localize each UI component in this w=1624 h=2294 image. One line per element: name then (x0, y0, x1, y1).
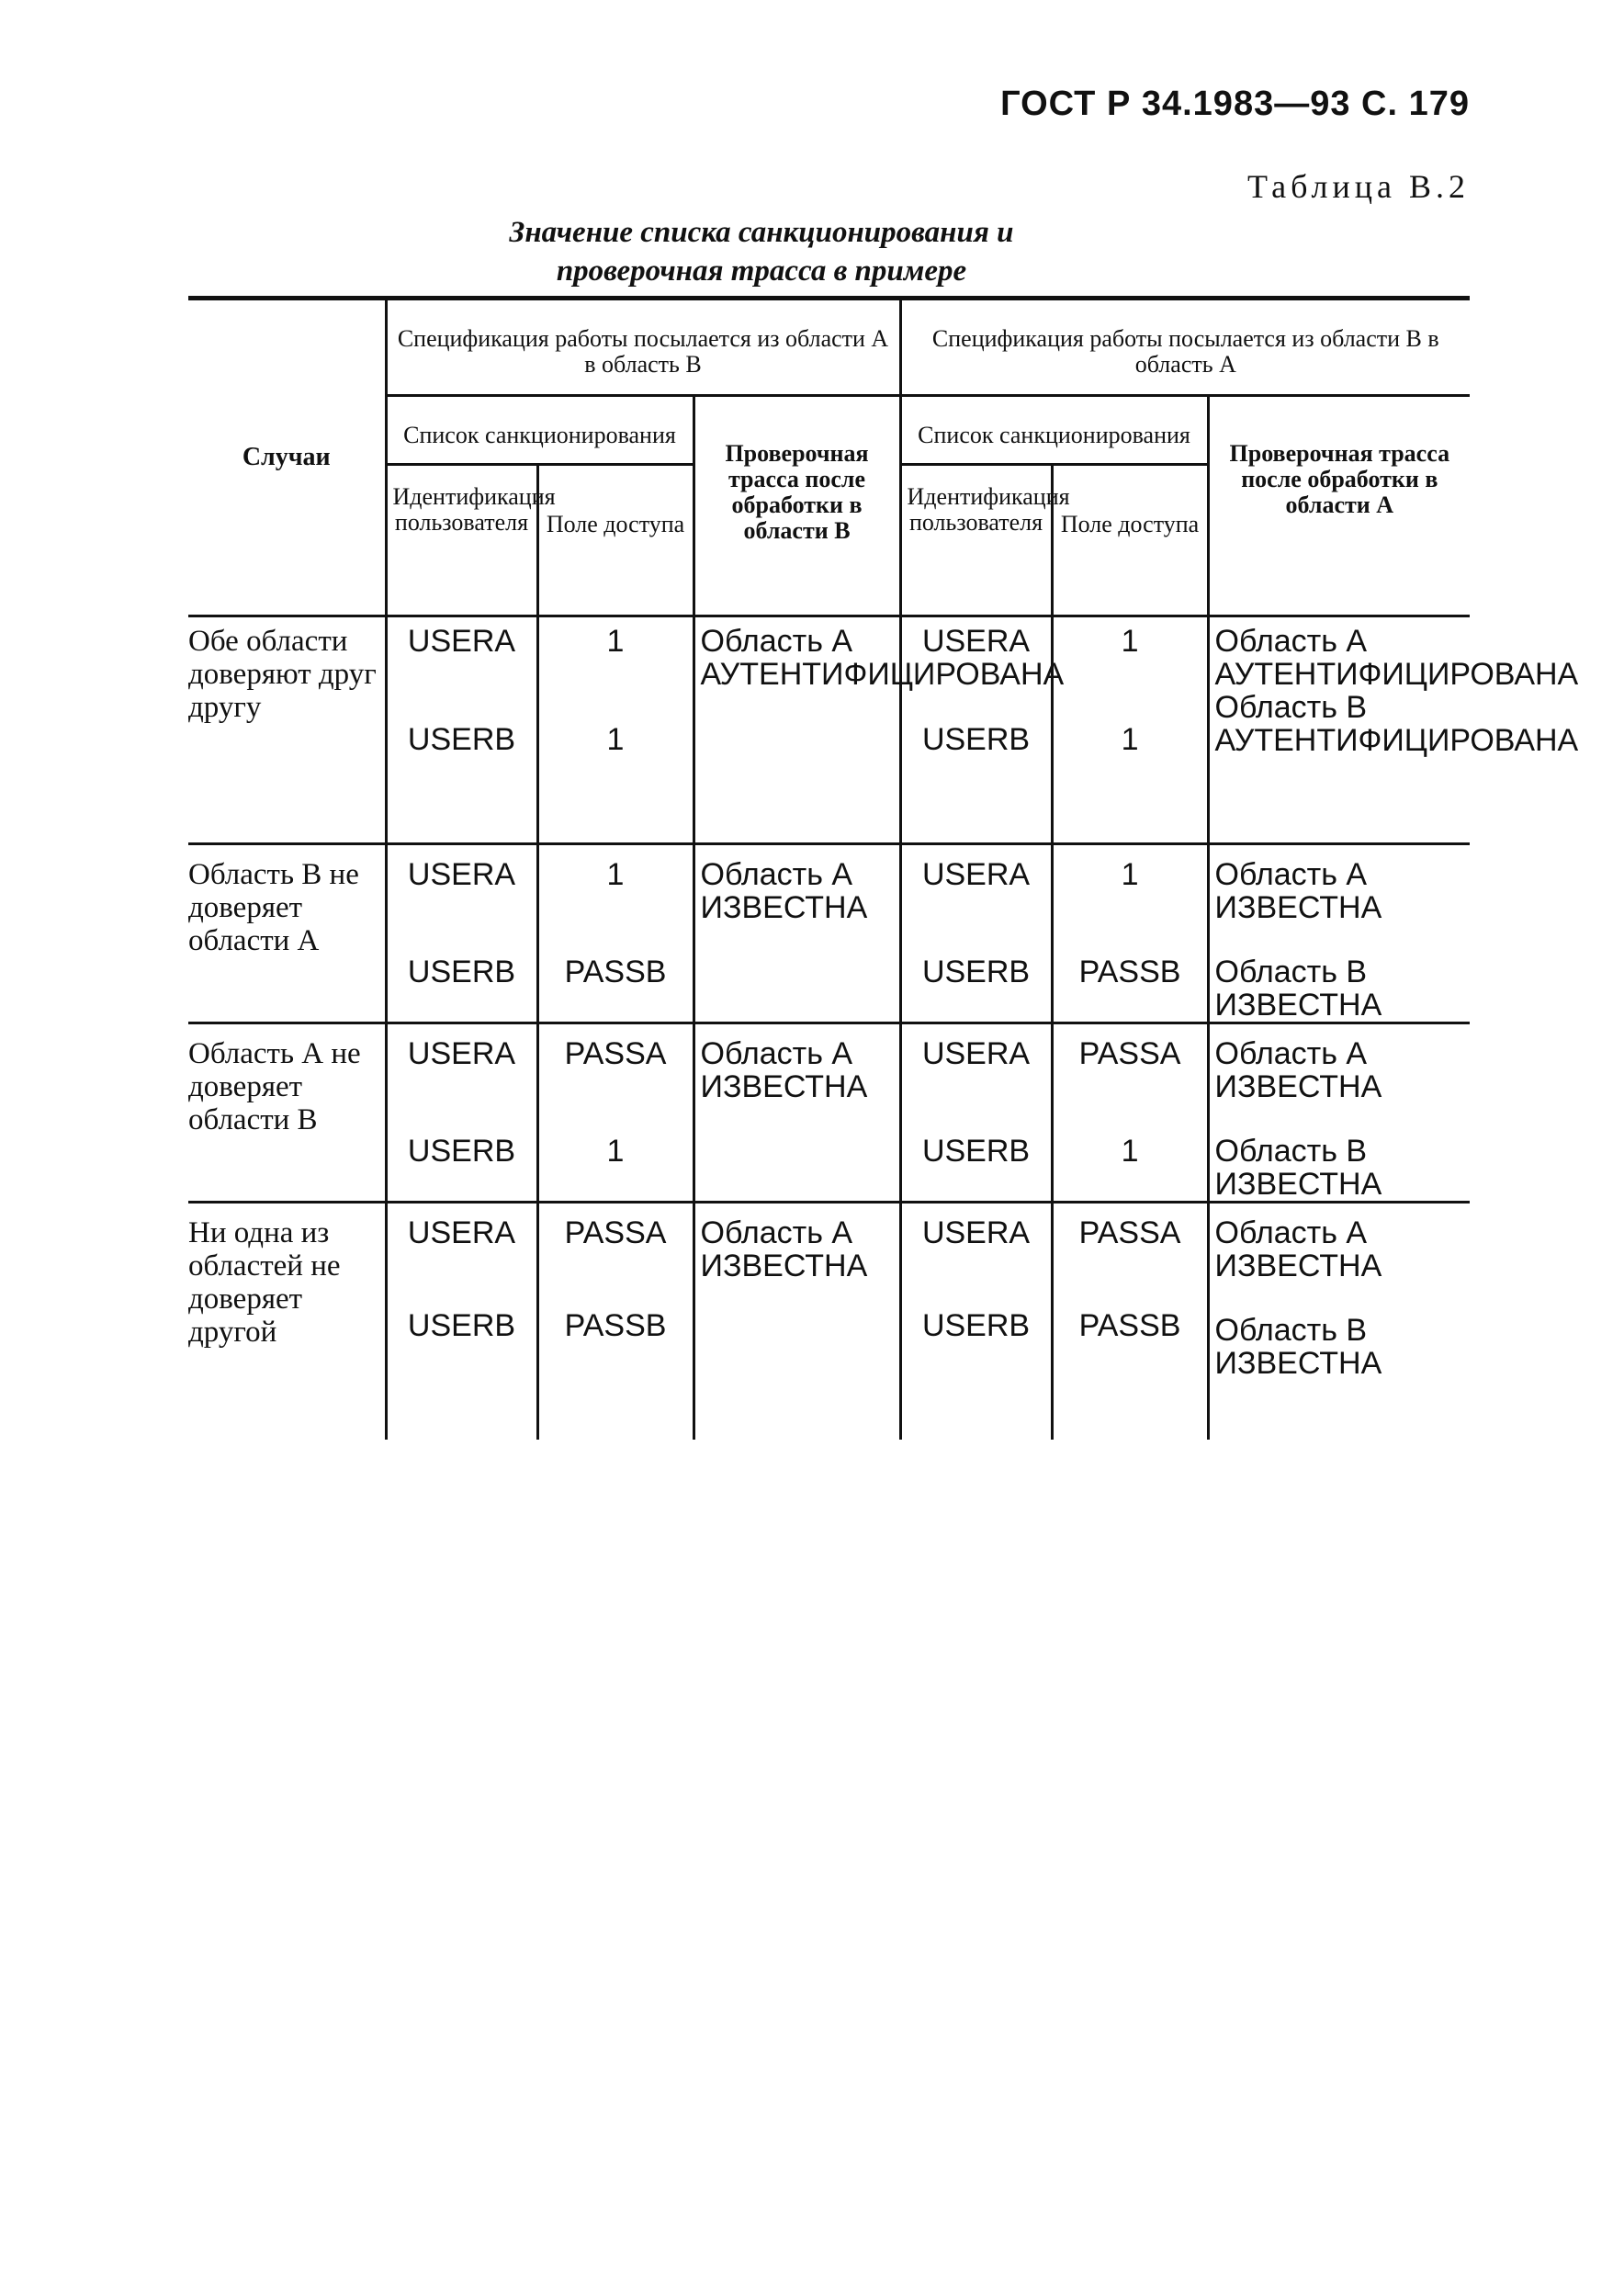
case-label: Область А не доверяет области В (188, 1037, 361, 1136)
user-id-cell: USERB (900, 716, 1052, 844)
col-header-trace-b: Проверочная трасса после обработки в области В (694, 396, 900, 616)
trace-a-line: Область А ИЗВЕСТНА (1214, 1215, 1382, 1283)
table-row (188, 844, 1470, 948)
access-field-cell: PASSA (537, 1023, 694, 1127)
table-row (188, 1023, 1470, 1127)
trace-a-line: Область В ИЗВЕСТНА (1214, 955, 1382, 1023)
col-header-trace-a: Проверочная трасса после обработки в области А (1208, 396, 1470, 616)
caption-line-2: проверочная трасса в примере (556, 254, 967, 288)
access-field-cell: PASSA (537, 1203, 694, 1302)
user-id-cell: USERA (900, 616, 1052, 716)
user-id-cell: USERB (900, 1127, 1052, 1203)
user-id-cell: USERB (386, 1127, 537, 1203)
trace-a-line: Область А ИЗВЕСТНА (1214, 1036, 1382, 1104)
access-field-cell: 1 (1052, 616, 1208, 716)
access-field-cell: PASSA (1052, 1023, 1208, 1127)
user-id-cell: USERB (386, 1302, 537, 1440)
user-id-cell: USERA (386, 1203, 537, 1302)
col-header-spec-ba: Спецификация работы посылается из области В в область А (900, 299, 1470, 396)
access-field-cell: 1 (537, 716, 694, 844)
access-field-cell: PASSB (537, 1302, 694, 1440)
case-label: Ни одна из областей не доверяет другой (188, 1216, 341, 1349)
user-id-cell: USERB (386, 948, 537, 1023)
caption-line-1: Значение списка санкционирования и (509, 216, 1014, 249)
user-id-cell: USERB (386, 716, 537, 844)
trace-a-cell (1208, 1203, 1470, 1440)
trace-a-line: Область В ИЗВЕСТНА (1214, 1313, 1382, 1381)
access-field-cell: PASSB (1052, 948, 1208, 1023)
user-id-cell: USERA (386, 1023, 537, 1127)
trace-a-line: Область В АУТЕНТИФИЦИРОВАНА (1214, 690, 1579, 758)
trace-a-cell (1208, 1023, 1470, 1203)
trace-a-line: Область А АУТЕНТИФИЦИРОВАНА (1214, 624, 1579, 692)
case-label: Область В не доверяет области А (188, 858, 359, 957)
authorization-table (188, 296, 1579, 1440)
table-number: Таблица В.2 (1247, 168, 1470, 205)
col-header-user-id-ab: Идентификация пользователя (386, 465, 537, 616)
table-caption (0, 213, 1624, 290)
col-header-auth-list-ba: Список санкционирования (900, 396, 1208, 465)
col-header-spec-ab: Спецификация работы посылается из области А в область В (386, 299, 900, 396)
trace-a-cell (1208, 616, 1579, 844)
table-row (188, 616, 1470, 716)
user-id-cell: USERB (900, 1302, 1052, 1440)
access-field-cell: 1 (1052, 844, 1208, 948)
access-field-cell: 1 (537, 844, 694, 948)
trace-a-line: Область В ИЗВЕСТНА (1214, 1134, 1382, 1202)
trace-b-cell: Область А ИЗВЕСТНА (694, 844, 900, 1023)
trace-b-cell: Область А ИЗВЕСТНА (694, 1203, 900, 1440)
case-label: Обе области доверяют друг другу (188, 625, 377, 724)
col-header-access-ba: Поле доступа (1052, 465, 1208, 616)
trace-b-cell: Область А АУТЕНТИФИЦИРОВАНА (694, 616, 900, 844)
col-header-cases: Случаи (188, 299, 386, 616)
col-header-access-ab: Поле доступа (537, 465, 694, 616)
user-id-cell: USERA (386, 844, 537, 948)
access-field-cell: PASSB (1052, 1302, 1208, 1440)
access-field-cell: 1 (537, 616, 694, 716)
col-header-user-id-ba: Идентификация пользователя (900, 465, 1052, 616)
trace-a-cell (1208, 844, 1470, 1023)
trace-b-cell: Область А ИЗВЕСТНА (694, 1023, 900, 1203)
trace-a-line: Область А ИЗВЕСТНА (1214, 857, 1382, 925)
col-header-auth-list-ab: Список санкционирования (386, 396, 694, 465)
user-id-cell: USERA (386, 616, 537, 716)
access-field-cell: PASSB (537, 948, 694, 1023)
access-field-cell: 1 (1052, 716, 1208, 844)
access-field-cell: PASSA (1052, 1203, 1208, 1302)
access-field-cell: 1 (537, 1127, 694, 1203)
user-id-cell: USERB (900, 948, 1052, 1023)
table-row (188, 1203, 1470, 1302)
user-id-cell: USERA (900, 844, 1052, 948)
user-id-cell: USERA (900, 1023, 1052, 1127)
user-id-cell: USERA (900, 1203, 1052, 1302)
access-field-cell: 1 (1052, 1127, 1208, 1203)
page-header: ГОСТ Р 34.1983—93 С. 179 (1000, 85, 1470, 123)
